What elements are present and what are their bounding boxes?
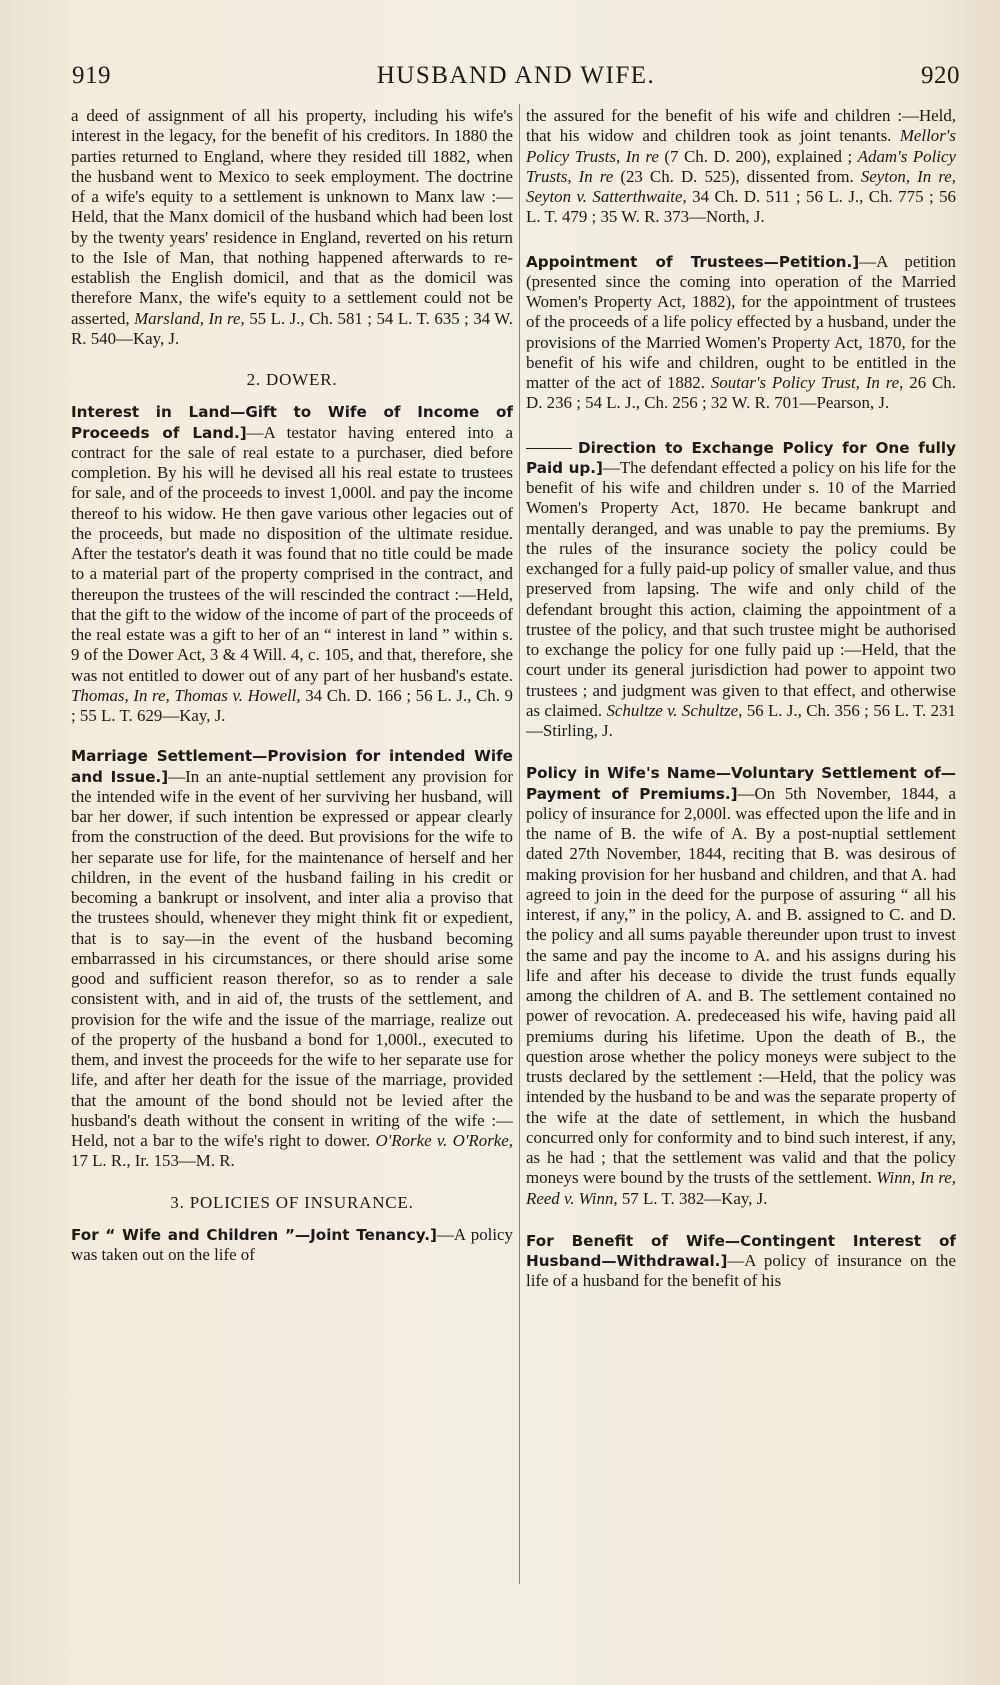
entry-heading: For “ Wife and Children ”—Joint Tenancy.] <box>71 1225 437 1244</box>
continuation-entry <box>71 106 513 349</box>
left-column <box>71 106 513 1586</box>
law-report-reference: 17 L. R., Ir. 153—M. R. <box>71 1151 235 1171</box>
case-citation: Winn, In re, Reed v. Winn, <box>526 1168 956 1208</box>
case-entry <box>526 763 956 1209</box>
page-title: HUSBAND AND WIFE. <box>376 62 656 89</box>
case-citation: Seyton, In re, Seyton v. Satterthwaite, <box>526 166 956 206</box>
case-citation: Marsland, In re, <box>134 308 245 328</box>
entry-heading: Interest in Land—Gift to Wife of Income of Proceeds of Land.] <box>71 403 513 442</box>
case-citation: Mellor's Policy Trusts, In re <box>526 126 956 166</box>
entry-text: —In an ante-nuptial settlement any provision for the intended wife in the event of her surviving her husband, will bar her dower, if such intention be expressed or appear clearly from the construction of the deed. But provisions for the wife to her separate use for life, for the maintenance of herself and her children, in the event of the husband failing in his credit or becoming a bankrupt or insolvent, and inter alia a proviso that the trustees should, whenever they might think fit or expedient, that is to say—in the event of the husband becoming embarrassed in his circumstances, or there should arise some good and sufficient reason therefor, so as to render a sale consistent with, and in aid of, the trusts of the settlement, and provision for the wife and the issue of the marriage, realize out of the property of the husband a bond for 1,000l., executed to them, and invest the proceeds for the wife to her separate use for life, and after her death for the issue of the marriage, provided that the amount of the bond should not be levied after the husband's death without the consent in writing of the wife :—Held, not a bar to the wife's right to dower. <box>71 766 513 1150</box>
entry-text: the assured for the benefit of his wife and children :—Held, that his widow and children took as joint tenants. <box>526 106 956 146</box>
law-report-reference: 55 L. J., Ch. 581 ; 54 L. T. 635 ; 34 W. R. 540—Kay, J. <box>71 308 513 348</box>
entry-text: —The defendant effected a policy on his life for the benefit of his wife and children under s. 10 of the Married Women's Property Act, 1870. He became bankrupt and mentally deranged, and was unable to pay the premiums. By the rules of the insurance society the policy could be exchanged for a fully paid-up policy of smaller value, and thus preserved from lapsing. The wife and only child of the defendant brought this action, claiming the appointment of a trustee of the policy, and that such trustee might be authorised to exchange the policy for one fully paid up :—Held, that the court under its general jurisdiction had power to appoint two trustees ; and judgment was given to that effect, and otherwise as claimed. <box>526 457 956 720</box>
repeat-heading-dash <box>526 448 572 449</box>
case-citation: Thomas, In re, Thomas v. Howell, <box>71 685 301 705</box>
law-report-reference: 34 Ch. D. 511 ; 56 L. J., Ch. 775 ; 56 L. T. 479 ; 35 W. R. 373—North, J. <box>526 187 956 227</box>
case-entry <box>526 252 956 414</box>
law-report-reference: 56 L. J., Ch. 356 ; 56 L. T. 231—Stirling, J. <box>526 700 956 740</box>
entry-heading: Marriage Settlement—Provision for intended Wife and Issue.] <box>71 747 513 786</box>
entry-text: —A policy was taken out on the life of <box>71 1224 513 1264</box>
case-citation: Adam's Policy Trusts, In re <box>526 146 956 186</box>
entry-heading: For Benefit of Wife—Contingent Interest of Husband—Withdrawal.] <box>526 1231 956 1270</box>
case-entry <box>526 438 956 742</box>
entry-text: (23 Ch. D. 525), dissented from. <box>620 166 854 186</box>
case-entry <box>526 1231 956 1292</box>
entry-text: a deed of assignment of all his property, including his wife's interest in the legacy, for the benefit of his creditors. In 1880 the parties returned to England, where they resided till 1882, when the husband went to Mexico to seek employment. The doctrine of a wife's equity to a settlement is unknown to Manx law :—Held, that the Manx domicil of the husband which had been lost by the twenty years' residence in England, reverted on his return to the Isle of Man, that nothing happened afterwards to re-establish the English domicil, and that as the domicil was therefore Manx, the wife's equity to a settlement could not be asserted, <box>71 106 513 328</box>
case-entry <box>71 402 513 726</box>
entry-heading: Direction to Exchange Policy for One fully Paid up.] <box>526 438 956 477</box>
case-entry <box>71 746 513 1171</box>
case-citation: Soutar's Policy Trust, In re, <box>710 373 904 392</box>
running-header <box>72 62 960 98</box>
case-entry <box>71 1225 513 1266</box>
law-report-reference: 34 Ch. D. 166 ; 56 L. J., Ch. 9 ; 55 L. T. 629—Kay, J. <box>71 685 513 725</box>
case-citation: Schultze v. Schultze, <box>606 700 743 720</box>
continuation-entry <box>526 106 956 228</box>
right-column <box>526 106 956 1586</box>
entry-text: (7 Ch. D. 200), explained ; <box>664 146 853 166</box>
page-number-left: 919 <box>72 62 111 89</box>
entry-text: —A testator having entered into a contract for the sale of real estate to a purchaser, died before completion. By his will he devised all his real estate to trustees for sale, and of the proceeds to invest 1,000l. and pay the income thereof to his widow. He then gave various other legacies out of the proceeds, but made no disposition of the ultimate residue. After the testator's death it was found that no title could be made to a material part of the property comprised in the contract, and thereupon the trustees of the will rescinded the contract :—Held, that the gift to the widow of the income of part of the proceeds of the real estate was a gift to her of an “ interest in land ” within s. 9 of the Dower Act, 3 & 4 Will. 4, c. 105, and that, therefore, she was not entitled to dower out of any part of her husband's estate. <box>71 422 513 685</box>
entry-text: —A petition (presented since the coming into operation of the Married Women's Property Act, 1882), for the appointment of trustees of the proceeds of a life policy effected by a husband, under the provisions of the Married Women's Property Act, 1870, for the benefit of his wife and children, ought to be entitled in the matter of the act of 1882. <box>526 251 956 392</box>
entry-heading: Appointment of Trustees—Petition.] <box>526 252 860 271</box>
column-divider <box>519 104 520 1584</box>
case-citation: O'Rorke v. O'Rorke, <box>375 1131 513 1150</box>
page-number-right: 920 <box>921 62 960 89</box>
entry-text: —On 5th November, 1844, a policy of insurance for 2,000l. was effected upon the life and in the name of B. the wife of A. By a post-nuptial settlement dated 27th November, 1844, reciting that B. was desirous of making provision for her husband and children, and that A. had agreed to join in the deed for the purpose of assuring “ all his interest, if any,” in the policy, A. and B. assigned to C. and D. the policy and all sums payable thereunder upon trust to invest the same and pay the income to A. and his assigns during his life and after his decease to divide the trust funds equally among the children of A. and B. The settlement contained no power of revocation. A. predeceased his wife, having paid all premiums during his lifetime. Upon the death of B., the question arose whether the policy moneys were subject to the trusts declared by the settlement :—Held, that the policy was intended by the husband to be and was the separate property of the wife at the date of settlement, in which the husband concurred only for conformity and to bind such interest, if any, as he had ; that the settlement was valid and that the policy moneys were bound by the trusts of the settlement. <box>526 783 956 1188</box>
law-report-reference: 57 L. T. 382—Kay, J. <box>621 1188 768 1208</box>
entry-text: —A policy of insurance on the life of a husband for the benefit of his <box>526 1251 956 1291</box>
section-heading-policies: 3. POLICIES OF INSURANCE. <box>170 1192 414 1212</box>
section-heading-dower: 2. DOWER. <box>246 370 338 389</box>
entry-heading: Policy in Wife's Name—Voluntary Settlement of—Payment of Premiums.] <box>526 764 956 803</box>
law-report-reference: 26 Ch. D. 236 ; 54 L. J., Ch. 256 ; 32 W. R. 701—Pearson, J. <box>526 373 956 413</box>
